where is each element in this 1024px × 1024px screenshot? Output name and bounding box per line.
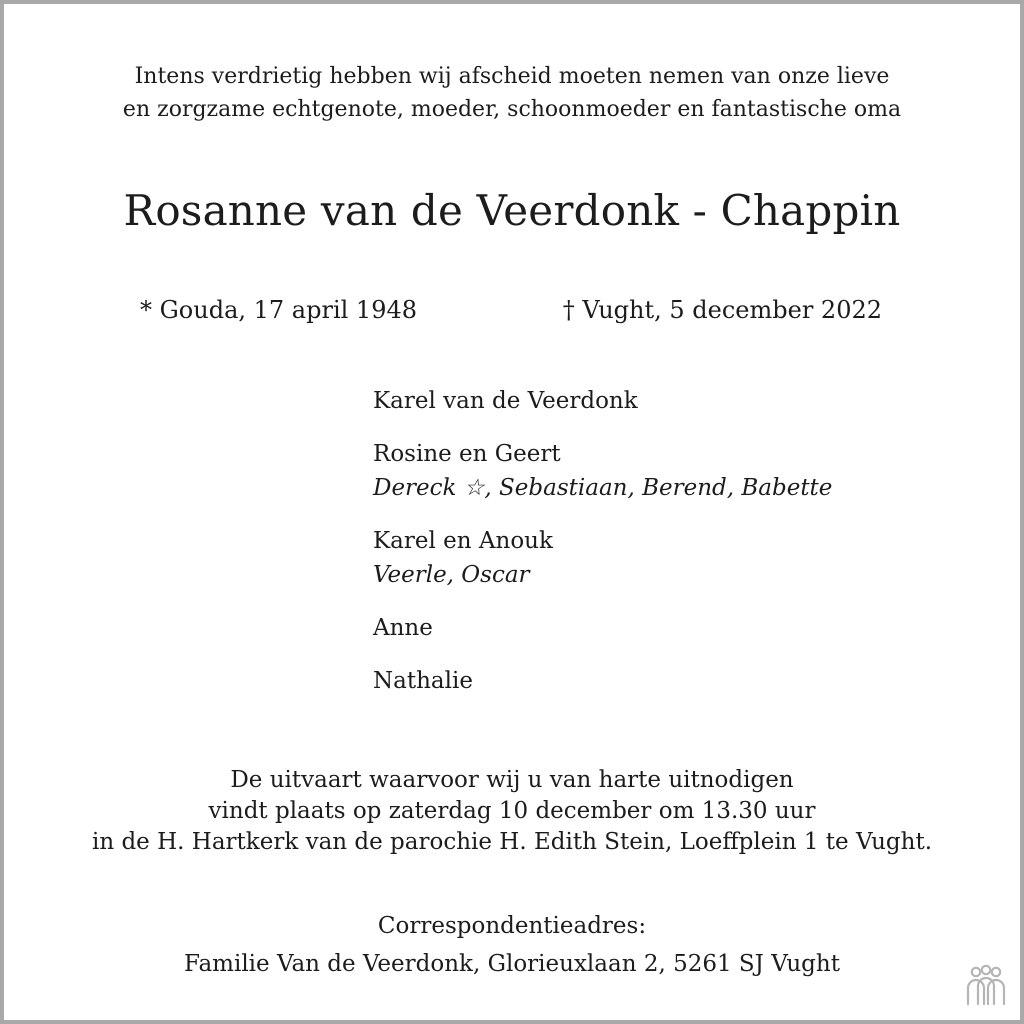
family-entry bbox=[373, 524, 832, 592]
family-entry bbox=[373, 437, 832, 505]
family-member-name: Rosine en Geert bbox=[373, 441, 561, 467]
family-member-name: Karel van de Veerdonk bbox=[373, 388, 638, 414]
death-info: † Vught, 5 december 2022 bbox=[562, 296, 882, 324]
family-entry bbox=[373, 664, 832, 698]
intro-text bbox=[4, 60, 1020, 126]
funeral-line-3: in de H. Hartkerk van de parochie H. Edith Stein, Loeffplein 1 te Vught. bbox=[91, 829, 933, 855]
family-logo-icon bbox=[964, 964, 1008, 1008]
grandchildren-names: Veerle, Oscar bbox=[373, 562, 530, 588]
funeral-details bbox=[4, 765, 1020, 858]
intro-line-2: en zorgzame echtgenote, moeder, schoonmoeder en fantastische oma bbox=[122, 97, 902, 122]
funeral-line-2: vindt plaats op zaterdag 10 december om 13.30 uur bbox=[208, 798, 816, 824]
family-list bbox=[373, 384, 832, 717]
correspondence-label: Correspondentieadres: bbox=[377, 913, 647, 939]
correspondence-address bbox=[4, 907, 1020, 983]
funeral-line-1: De uitvaart waarvoor wij u van harte uitnodigen bbox=[230, 767, 794, 793]
grandchildren-names: Dereck ☆, Sebastiaan, Berend, Babette bbox=[373, 475, 833, 501]
family-entry bbox=[373, 384, 832, 418]
intro-line-1: Intens verdrietig hebben wij afscheid moeten nemen van onze lieve bbox=[134, 64, 890, 89]
family-entry bbox=[373, 611, 832, 645]
birth-info: * Gouda, 17 april 1948 bbox=[140, 296, 418, 324]
family-member-name: Anne bbox=[373, 615, 433, 641]
family-member-name: Nathalie bbox=[373, 668, 473, 694]
family-member-name: Karel en Anouk bbox=[373, 528, 553, 554]
deceased-name: Rosanne van de Veerdonk - Chappin bbox=[123, 186, 901, 235]
correspondence-address-text: Familie Van de Veerdonk, Glorieuxlaan 2, 5261 SJ Vught bbox=[184, 951, 840, 977]
